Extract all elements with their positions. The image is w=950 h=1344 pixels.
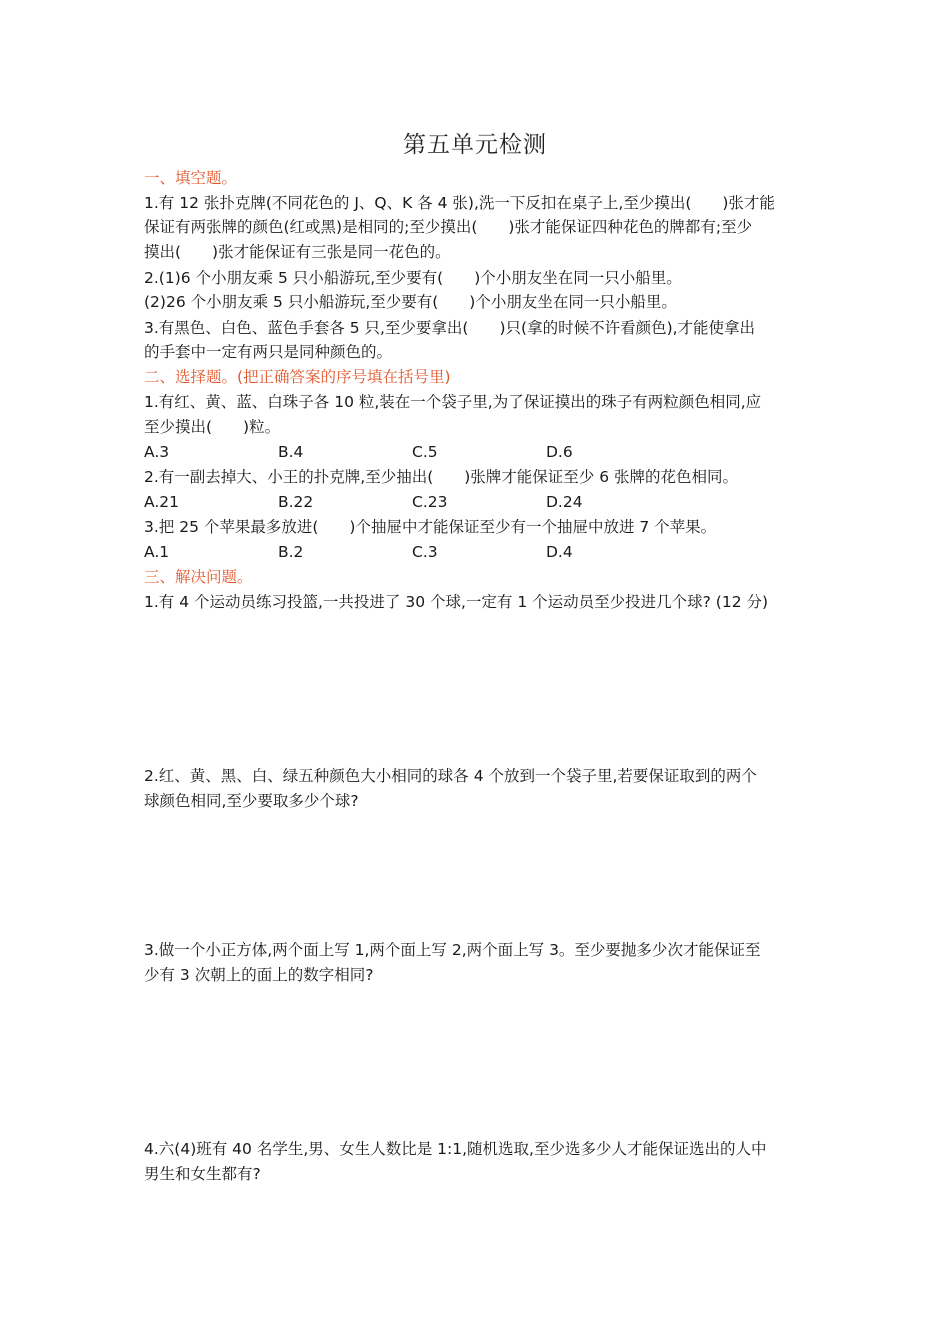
s1-q3-line1: 3.有黑色、白色、蓝色手套各 5 只,至少要拿出( )只(拿的时候不许看颜色),才能使拿出 [144, 319, 756, 337]
s3-q3-line2: 少有 3 次朝上的面上的数字相同? [144, 966, 374, 984]
s2-q3-option-a: A.1 [144, 543, 170, 561]
s2-q3-line1: 3.把 25 个苹果最多放进( )个抽屉中才能保证至少有一个抽屉中放进 7 个苹果。 [144, 518, 717, 536]
s2-q2-option-d: D.24 [546, 493, 583, 511]
s1-q2-line1: 2.(1)6 个小朋友乘 5 只小船游玩,至少要有( )个小朋友坐在同一只小船里。 [144, 269, 682, 287]
s2-q1-option-b: B.4 [278, 443, 304, 461]
s3-q3-line1: 3.做一个小正方体,两个面上写 1,两个面上写 2,两个面上写 3。至少要抛多少次才能保证至 [144, 941, 761, 959]
s1-q1-line2: 保证有两张牌的颜色(红或黑)是相同的;至少摸出( )张才能保证四种花色的牌都有;至少 [144, 218, 753, 236]
s3-q2-line1: 2.红、黄、黑、白、绿五种颜色大小相同的球各 4 个放到一个袋子里,若要保证取到的两个 [144, 767, 757, 785]
s3-q4-line2: 男生和女生都有? [144, 1165, 261, 1183]
section-fill-blank-heading: 一、填空题。 [144, 169, 238, 187]
s1-q3-line2: 的手套中一定有两只是同种颜色的。 [144, 343, 393, 361]
s2-q1-option-c: C.5 [412, 443, 438, 461]
s1-q1-line3: 摸出( )张才能保证有三张是同一花色的。 [144, 243, 451, 261]
s2-q3-option-c: C.3 [412, 543, 438, 561]
s2-q1-option-a: A.3 [144, 443, 170, 461]
page-title: 第五单元检测 [403, 132, 547, 158]
s2-q2-option-a: A.21 [144, 493, 179, 511]
s2-q3-option-b: B.2 [278, 543, 304, 561]
s2-q1-line2: 至少摸出( )粒。 [144, 418, 281, 436]
section-multiple-choice-heading: 二、选择题。(把正确答案的序号填在括号里) [144, 368, 451, 386]
s3-q2-line2: 球颜色相同,至少要取多少个球? [144, 792, 359, 810]
s3-q4-line1: 4.六(4)班有 40 名学生,男、女生人数比是 1:1,随机选取,至少选多少人才能保证选出的人中 [144, 1140, 767, 1158]
s2-q2-line1: 2.有一副去掉大、小王的扑克牌,至少抽出( )张牌才能保证至少 6 张牌的花色相同。 [144, 468, 739, 486]
s1-q2-line2: (2)26 个小朋友乘 5 只小船游玩,至少要有( )个小朋友坐在同一只小船里。 [144, 293, 677, 311]
s1-q1-line1: 1.有 12 张扑克牌(不同花色的 J、Q、K 各 4 张),洗一下反扣在桌子上,至少摸出( )张才能 [144, 194, 775, 212]
section-problem-solving-heading: 三、解决问题。 [144, 568, 253, 586]
s2-q2-option-b: B.22 [278, 493, 314, 511]
s2-q1-option-d: D.6 [546, 443, 573, 461]
s3-q1-line1: 1.有 4 个运动员练习投篮,一共投进了 30 个球,一定有 1 个运动员至少投进几个球? (12 分) [144, 593, 769, 611]
s2-q2-option-c: C.23 [412, 493, 448, 511]
s2-q1-line1: 1.有红、黄、蓝、白珠子各 10 粒,装在一个袋子里,为了保证摸出的珠子有两粒颜色相同,应 [144, 393, 762, 411]
s2-q3-option-d: D.4 [546, 543, 573, 561]
